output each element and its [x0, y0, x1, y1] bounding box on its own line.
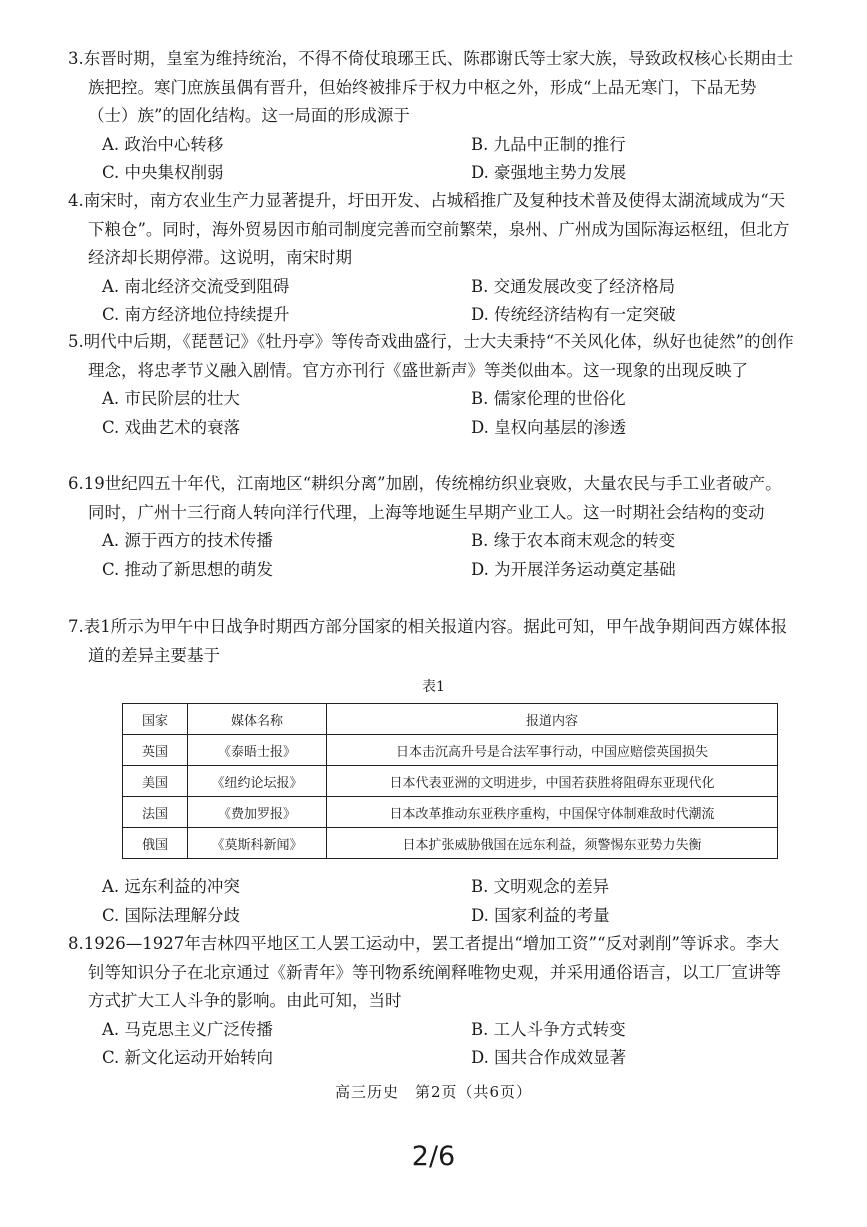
option-a[interactable]: A. 政治中心转移: [102, 134, 224, 154]
options: [88, 873, 794, 930]
question-8: [68, 930, 794, 1073]
option-a[interactable]: A. 南北经济交流受到阻碍: [102, 276, 290, 296]
table-row: [123, 797, 778, 828]
question-stem: 1926—1927年吉林四平地区工人罢工运动中，罢工者提出“增加工资”“反对剥削”等诉求。李大钊等知识分子在北京通过《新青年》等刊物系统阐释唯物史观，并采用通俗语言，以工厂宣讲等方式扩大工人斗争的影响。由此可知，当时: [83, 934, 781, 1010]
question-5: [68, 328, 794, 442]
question-number: 4.: [68, 191, 84, 210]
option-b[interactable]: B. 工人斗争方式转变: [471, 1019, 626, 1039]
options: [88, 527, 794, 584]
question-stem: 南宋时，南方农业生产力显著提升，圩田开发、占城稻推广及复种技术普及使得太湖流域成为“天下粮仓”。同时，海外贸易因市舶司制度完善而空前繁荣，泉州、广州成为国际海运枢纽，但北方经济却长期停滞。这说明，南宋时期: [83, 191, 790, 267]
option-d[interactable]: D. 皇权向基层的渗透: [471, 417, 627, 437]
question-4: [68, 187, 794, 330]
option-d[interactable]: D. 豪强地主势力发展: [471, 163, 627, 182]
question-stem: 东晋时期，皇室为维持统治，不得不倚仗琅琊王氏、陈郡谢氏等士家大族，导致政权核心长期由士族把控。寒门庶族虽偶有晋升，但始终被排斥于权力中枢之外，形成“上品无寒门，下品无势（士）族”的固化结构。这一局面的形成源于: [83, 49, 794, 125]
question-number: 8.: [68, 934, 84, 953]
cell-content: 日本代表亚洲的文明进步，中国若获胜将阻碍东亚现代化: [327, 766, 778, 797]
question-number: 6.: [68, 474, 84, 493]
cell-country: 美国: [123, 766, 188, 797]
option-a[interactable]: A. 市民阶层的壮大: [102, 389, 240, 408]
question-number: 5.: [68, 332, 84, 351]
cell-country: 英国: [123, 735, 188, 766]
cell-content: 日本改革推动东亚秩序重构，中国保守体制难敌时代潮流: [327, 797, 778, 828]
option-c[interactable]: C. 推动了新思想的萌发: [102, 559, 274, 579]
option-c[interactable]: C. 戏曲艺术的衰落: [102, 417, 241, 437]
table-header-row: [123, 704, 778, 735]
option-c[interactable]: C. 新文化运动开始转向: [102, 1048, 274, 1067]
option-d[interactable]: D. 传统经济结构有一定突破: [471, 305, 676, 324]
question-stem: 19世纪四五十年代，江南地区“耕织分离”加剧，传统棉纺织业衰败，大量农民与手工业者破产。同时，广州十三行商人转向洋行代理，上海等地诞生早期产业工人。这一时期社会结构的变动: [83, 474, 782, 522]
question-number: 7.: [68, 617, 84, 636]
page-footer: 高三历史 第2页（共6页）: [334, 1083, 533, 1101]
header-country: 国家: [123, 704, 188, 735]
option-c[interactable]: C. 国际法理解分歧: [102, 905, 241, 925]
page-indicator: 2/6: [411, 1141, 456, 1172]
table-row: [123, 735, 778, 766]
report-table: [122, 703, 778, 859]
cell-country: 法国: [123, 797, 188, 828]
header-content: 报道内容: [327, 704, 778, 735]
question-7: [68, 613, 794, 670]
cell-country: 俄国: [123, 828, 188, 859]
option-b[interactable]: B. 儒家伦理的世俗化: [471, 389, 626, 408]
cell-content: 日本击沉高升号是合法军事行动，中国应赔偿英国损失: [327, 735, 778, 766]
options: [88, 273, 794, 330]
option-b[interactable]: B. 文明观念的差异: [471, 877, 610, 896]
option-b[interactable]: B. 缘于农本商末观念的转变: [471, 531, 676, 550]
options: [88, 1016, 794, 1073]
option-c[interactable]: C. 南方经济地位持续提升: [102, 305, 290, 324]
question-6: [68, 470, 794, 584]
cell-media: 《莫斯科新闻》: [188, 828, 327, 859]
question-stem: 明代中后期，《琵琶记》《牡丹亭》等传奇戏曲盛行，士大夫秉持“不关风化体，纵好也徒然”的创作理念，将忠孝节义融入剧情。官方亦刊行《盛世新声》等类似曲本。这一现象的出现反映了: [83, 332, 794, 380]
question-7-options: [88, 873, 794, 930]
option-a[interactable]: A. 马克思主义广泛传播: [102, 1019, 273, 1039]
option-b[interactable]: B. 交通发展改变了经济格局: [471, 276, 676, 296]
table-row: [123, 766, 778, 797]
option-d[interactable]: D. 为开展洋务运动奠定基础: [471, 559, 676, 579]
question-stem: 表1所示为甲午中日战争时期西方部分国家的相关报道内容。据此可知，甲午战争期间西方媒体报道的差异主要基于: [83, 617, 788, 665]
option-a[interactable]: A. 远东利益的冲突: [102, 877, 240, 896]
question-3: [68, 45, 794, 188]
cell-media: 《费加罗报》: [188, 797, 327, 828]
header-media: 媒体名称: [188, 704, 327, 735]
options: [88, 385, 794, 442]
question-number: 3.: [68, 49, 84, 68]
option-d[interactable]: D. 国共合作成效显著: [471, 1048, 627, 1067]
option-d[interactable]: D. 国家利益的考量: [471, 905, 610, 925]
options: [88, 131, 794, 188]
option-b[interactable]: B. 九品中正制的推行: [471, 134, 626, 154]
table-row: [123, 828, 778, 859]
option-c[interactable]: C. 中央集权削弱: [102, 163, 224, 182]
cell-media: 《纽约论坛报》: [188, 766, 327, 797]
table-caption: 表1: [422, 679, 445, 695]
cell-media: 《泰晤士报》: [188, 735, 327, 766]
option-a[interactable]: A. 源于西方的技术传播: [102, 531, 273, 550]
cell-content: 日本扩张威胁俄国在远东利益，须警惕东亚势力失衡: [327, 828, 778, 859]
